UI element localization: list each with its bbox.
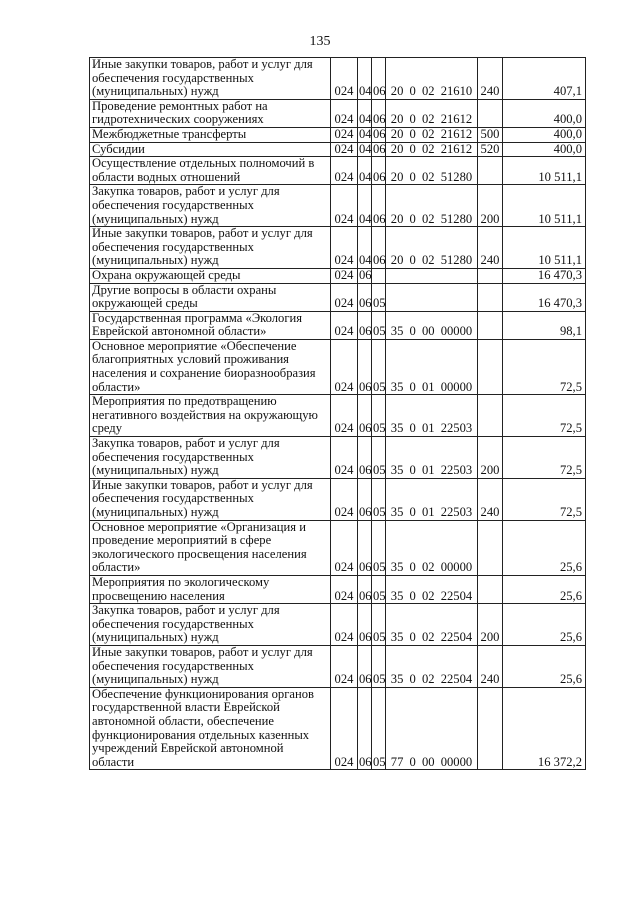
subsection-code-cell: 06 [373,126,386,141]
admin-code-cell: 024 [331,58,358,100]
admin-code-cell: 024 [331,437,358,479]
page-number: 135 [309,34,331,49]
amount-cell: 72,5 [503,478,586,520]
subsection-code-cell: 06 [373,141,386,156]
amount-cell: 407,1 [503,58,586,100]
amount-cell: 400,0 [503,142,586,157]
table-row [90,127,586,142]
table-row [90,157,586,185]
item-name-cell: Основное мероприятие «Обеспечение благоприятных условий проживания населения и сохранение биоразнообразия области» [90,339,331,394]
target-article-cell: 35 0 02 00000 [386,520,478,575]
amount-cell: 72,5 [503,395,586,437]
table-row [90,478,586,520]
amount-cell: 10 511,1 [503,227,586,269]
table-row [90,604,586,646]
subsection-code-cell: 06 [372,157,386,185]
section-code-cell: 06 [358,311,372,339]
item-name-cell: Государственная программа «Экология Еврейской автономной области» [90,311,331,339]
table-row [90,99,586,127]
item-name-cell: Закупка товаров, работ и услуг для обеспечения государственных (муниципальных) нужд [90,604,331,646]
expense-type-cell [478,520,503,575]
target-article-cell: 77 0 00 00000 [386,687,478,770]
amount-cell: 400,0 [503,99,586,127]
expense-type-cell: 200 [478,604,503,646]
subsection-code-cell: 05 [372,687,386,770]
table-row [90,645,586,687]
expense-type-cell [478,157,503,185]
item-name-cell: Основное мероприятие «Организация и проведение мероприятий в сфере экологического просвещения населения области» [90,520,331,575]
expense-type-cell [478,339,503,394]
target-article-cell: 20 0 02 21612 [386,99,478,127]
subsection-code-cell [372,268,386,283]
target-article-cell: 20 0 02 21612 [386,127,478,142]
item-name-cell: Иные закупки товаров, работ и услуг для обеспечения государственных (муниципальных) нужд [90,58,331,100]
target-article-cell: 20 0 02 21612 [386,142,478,157]
table-row [90,687,586,770]
item-name-cell: Иные закупки товаров, работ и услуг для обеспечения государственных (муниципальных) нужд [90,478,331,520]
section-code-cell: 04 [358,185,372,227]
target-article-cell: 20 0 02 51280 [386,157,478,185]
expense-type-cell: 200 [478,437,503,479]
table-row [90,339,586,394]
expense-type-cell: 240 [478,478,503,520]
subsection-code-cell: 05 [372,645,386,687]
item-name-cell: Обеспечение функционирования органов государственной власти Еврейской автономной области, обеспечение функционирования отдельных казенных учреждений Еврейской автономной области [90,687,331,770]
amount-cell: 400,0 [503,127,586,142]
section-code-cell: 06 [358,687,372,770]
expense-type-cell: 200 [478,185,503,227]
amount-cell: 25,6 [503,604,586,646]
item-name-cell: Закупка товаров, работ и услуг для обеспечения государственных (муниципальных) нужд [90,437,331,479]
section-code-cell: 06 [359,267,372,282]
admin-code-cell: 024 [331,268,358,283]
item-name-cell: Закупка товаров, работ и услуг для обеспечения государственных (муниципальных) нужд [90,185,331,227]
admin-code-cell: 024 [331,575,358,603]
table-row [90,227,586,269]
admin-code-cell: 024 [331,339,358,394]
expense-type-cell [478,687,503,770]
item-name-cell: Другие вопросы в области охраны окружающей среды [90,283,331,311]
table-row [90,520,586,575]
target-article-cell: 35 0 01 22503 [386,478,478,520]
expense-type-cell: 500 [478,127,503,142]
amount-cell: 25,6 [503,575,586,603]
admin-code-cell: 024 [331,311,358,339]
expense-type-cell [478,283,503,311]
admin-code-cell: 024 [331,687,358,770]
item-name-cell: Иные закупки товаров, работ и услуг для обеспечения государственных (муниципальных) нужд [90,227,331,269]
item-name-cell: Охрана окружающей среды [90,268,331,283]
budget-table [89,57,586,770]
admin-code-cell: 024 [331,99,358,127]
item-name-cell: Проведение ремонтных работ на гидротехнических сооружениях [90,99,331,127]
table-row [90,268,586,283]
table-row [90,185,586,227]
subsection-code-cell: 05 [372,395,386,437]
item-name-cell: Мероприятия по предотвращению негативного воздействия на окружающую среду [90,395,331,437]
expense-type-cell: 240 [478,227,503,269]
amount-cell: 72,5 [503,339,586,394]
amount-cell: 10 511,1 [503,185,586,227]
expense-type-cell: 240 [478,645,503,687]
subsection-code-cell: 06 [372,58,386,100]
admin-code-cell: 024 [331,283,358,311]
subsection-code-cell: 05 [372,575,386,603]
section-code-cell: 04 [358,157,372,185]
amount-cell: 25,6 [503,520,586,575]
table-row [90,142,586,157]
subsection-code-cell: 05 [372,520,386,575]
table-row [90,437,586,479]
target-article-cell: 20 0 02 51280 [386,227,478,269]
section-code-cell: 04 [359,141,372,156]
table-row [90,395,586,437]
subsection-code-cell: 06 [372,227,386,269]
expense-type-cell [478,99,503,127]
admin-code-cell: 024 [331,142,358,157]
section-code-cell: 06 [358,604,372,646]
expense-type-cell: 240 [478,58,503,100]
subsection-code-cell: 05 [372,339,386,394]
subsection-code-cell: 05 [372,311,386,339]
subsection-code-cell: 05 [372,437,386,479]
section-code-cell: 04 [358,99,372,127]
section-code-cell: 06 [358,645,372,687]
admin-code-cell: 024 [331,185,358,227]
admin-code-cell: 024 [331,157,358,185]
table-row [90,311,586,339]
subsection-code-cell: 05 [372,604,386,646]
expense-type-cell [478,395,503,437]
table-row [90,283,586,311]
amount-cell: 10 511,1 [503,157,586,185]
section-code-cell: 06 [358,520,372,575]
target-article-cell: 35 0 02 22504 [386,645,478,687]
amount-cell: 16 470,3 [503,283,586,311]
amount-cell: 16 470,3 [503,268,586,283]
expense-type-cell [478,575,503,603]
admin-code-cell: 024 [331,395,358,437]
expense-type-cell: 520 [478,142,503,157]
amount-cell: 16 372,2 [503,687,586,770]
table-row [90,58,586,100]
section-code-cell: 06 [358,437,372,479]
target-article-cell [386,283,478,311]
amount-cell: 72,5 [503,437,586,479]
target-article-cell: 35 0 02 22504 [386,604,478,646]
item-name-cell: Мероприятия по экологическому просвещению населения [90,575,331,603]
section-code-cell: 06 [358,575,372,603]
subsection-code-cell: 06 [372,99,386,127]
subsection-code-cell: 05 [372,478,386,520]
expense-type-cell [478,311,503,339]
section-code-cell: 06 [358,339,372,394]
admin-code-cell: 024 [331,520,358,575]
admin-code-cell: 024 [331,127,358,142]
section-code-cell: 06 [358,283,372,311]
admin-code-cell: 024 [331,478,358,520]
subsection-code-cell: 05 [372,283,386,311]
target-article-cell: 35 0 01 22503 [386,437,478,479]
section-code-cell: 04 [359,126,372,141]
table-body [90,58,586,770]
table-row [90,575,586,603]
admin-code-cell: 024 [331,227,358,269]
target-article-cell [386,268,478,283]
amount-cell: 98,1 [503,311,586,339]
target-article-cell: 20 0 02 51280 [386,185,478,227]
target-article-cell: 35 0 01 00000 [386,339,478,394]
section-code-cell: 06 [358,478,372,520]
admin-code-cell: 024 [331,604,358,646]
admin-code-cell: 024 [331,645,358,687]
item-name-cell: Межбюджетные трансферты [90,127,331,142]
item-name-cell: Субсидии [90,142,331,157]
target-article-cell: 35 0 00 00000 [386,311,478,339]
target-article-cell: 35 0 01 22503 [386,395,478,437]
amount-cell: 25,6 [503,645,586,687]
section-code-cell: 04 [358,227,372,269]
item-name-cell: Осуществление отдельных полномочий в области водных отношений [90,157,331,185]
section-code-cell: 04 [358,58,372,100]
section-code-cell: 06 [358,395,372,437]
item-name-cell: Иные закупки товаров, работ и услуг для обеспечения государственных (муниципальных) нужд [90,645,331,687]
expense-type-cell [478,268,503,283]
target-article-cell: 20 0 02 21610 [386,58,478,100]
subsection-code-cell: 06 [372,185,386,227]
target-article-cell: 35 0 02 22504 [386,575,478,603]
